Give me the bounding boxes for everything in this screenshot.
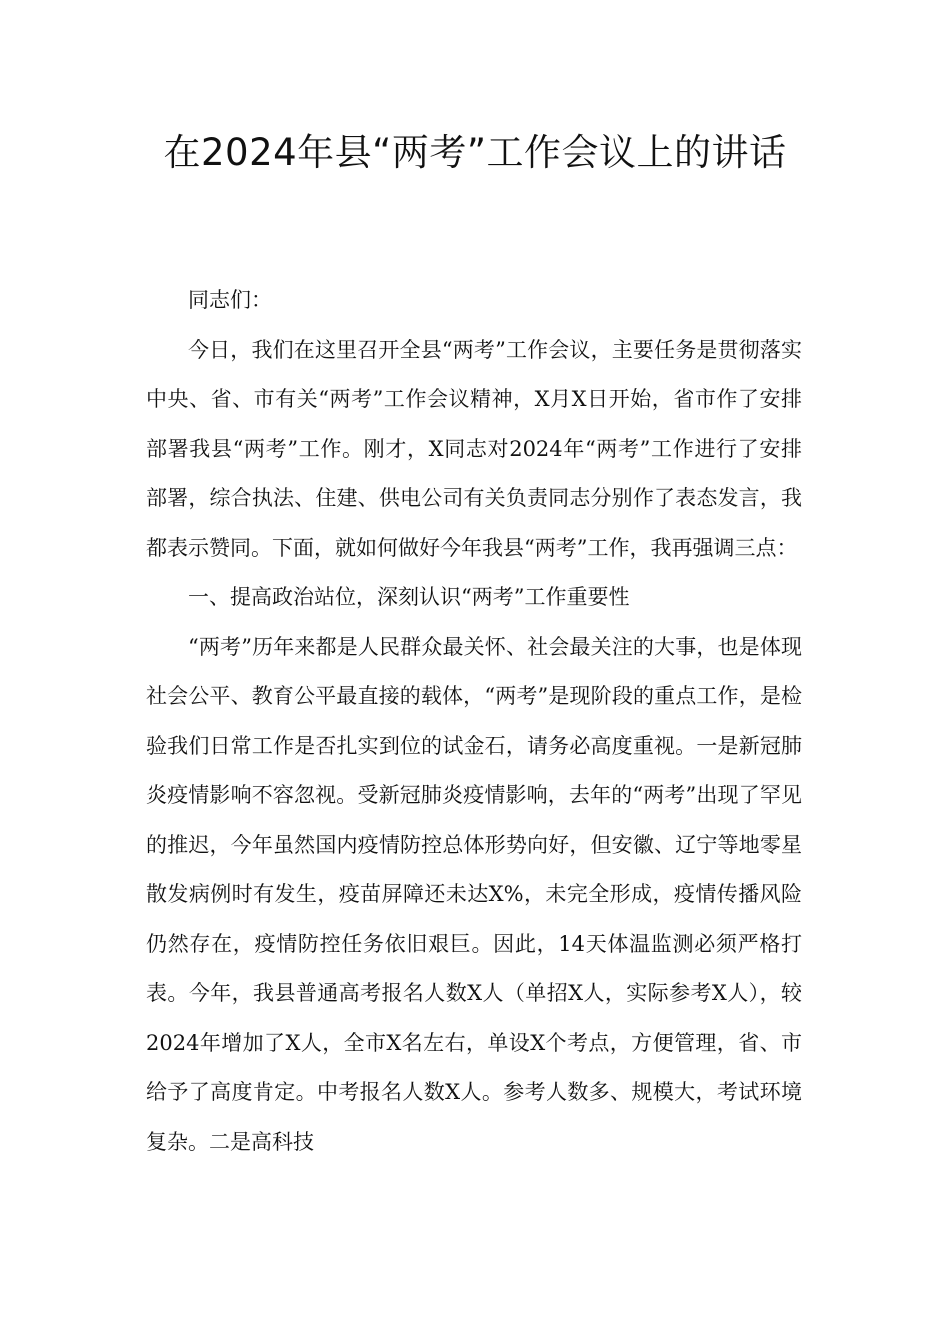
section-heading-1: 一、提高政治站位，深刻认识“两考”工作重要性 — [188, 585, 630, 609]
document-body — [146, 276, 802, 1167]
salutation: 同志们： — [188, 288, 272, 312]
paragraph-section-1: “两考”历年来都是人民群众最关怀、社会最关注的大事，也是体现社会公平、教育公平最直接的载体，“两考”是现阶段的重点工作，是检验我们日常工作是否扎实到位的试金石，请务必高度重视。一是新冠肺炎疫情影响不容忽视。受新冠肺炎疫情影响，去年的“两考”出现了罕见的推迟，今年虽然国内疫情防控总体形势向好，但安徽、辽宁等地零星散发病例时有发生，疫苗屏障还未达X%，未完全形成，疫情传播风险仍然存在，疫情防控任务依旧艰巨。因此，14天体温监测必须严格打表。今年，我县普通高考报名人数X人（单招X人，实际参考X人），较2024年增加了X人，全市X名左右，单设X个考点，方便管理，省、市给予了高度肯定。中考报名人数X人。参考人数多、规模大，考试环境复杂。二是高科技 — [146, 634, 802, 1154]
document-title: 在2024年县“两考”工作会议上的讲话 — [163, 131, 787, 174]
paragraph-intro: 今日，我们在这里召开全县“两考”工作会议，主要任务是贯彻落实中央、省、市有关“两考”工作会议精神，X月X日开始，省市作了安排部署我县“两考”工作。刚才，X同志对2024年“两考”工作进行了安排部署，综合执法、住建、供电公司有关负责同志分别作了表态发言，我都表示赞同。下面，就如何做好今年我县“两考”工作，我再强调三点： — [146, 337, 802, 560]
